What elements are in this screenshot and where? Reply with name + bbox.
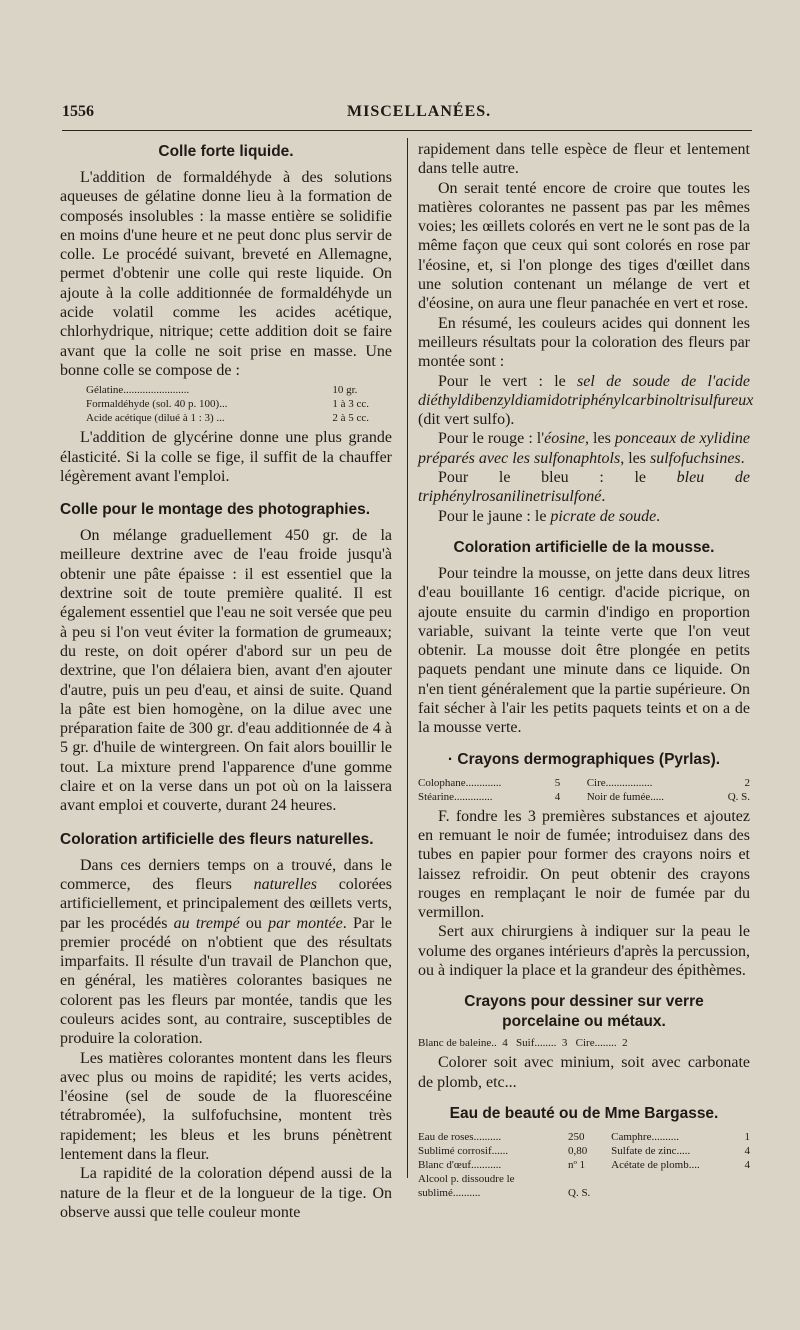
recipe-ingredient: Gélatine........................ xyxy=(86,384,190,397)
recipe-quantity: 4 xyxy=(744,1158,750,1171)
recipe-quantity: 0,80 xyxy=(568,1144,588,1157)
recipe-ingredient: Blanc d'œuf........... xyxy=(418,1158,502,1171)
page-header xyxy=(62,103,762,127)
recipe-ingredient: Cire................. xyxy=(586,776,653,789)
recipe-row xyxy=(418,790,750,804)
recipe-row xyxy=(418,1144,750,1158)
recipe-quantity: nº 1 xyxy=(568,1158,586,1171)
paragraph-jaune: Pour le jaune : le picrate de soude. xyxy=(438,507,661,525)
page-number: 1556 xyxy=(62,103,94,120)
recipe-ingredient: Formaldéhyde (sol. 40 p. 100)... xyxy=(86,398,228,411)
section-title-crayons-verre: Crayons pour dessiner sur verre porcelaine ou métaux. xyxy=(464,993,704,1031)
recipe-row xyxy=(60,397,392,411)
recipe-ingredient xyxy=(611,1172,742,1200)
paragraph-vert: Pour le vert : le sel de soude de l'acide diéthyldibenzyldiamidotriphénylcarbinoltrisulfureux (dit vert sulfo). xyxy=(418,372,754,429)
recipe-ingredient: Sulfate de zinc..... xyxy=(611,1144,691,1157)
recipe-ingredient: Camphre.......... xyxy=(611,1130,679,1143)
section-title-coloration-mousse: Coloration artificielle de la mousse. xyxy=(453,538,715,556)
recipe-quantity: Q. S. xyxy=(568,1186,591,1199)
recipe-table-crayons xyxy=(418,776,750,804)
recipe-quantity: 2 à 5 cc. xyxy=(332,412,370,425)
recipe-ingredient: Eau de roses.......... xyxy=(418,1130,502,1143)
recipe-ingredient: Acide acétique (dilué à 1 : 3) ... xyxy=(86,412,225,425)
recipe-quantity: 1 à 3 cc. xyxy=(332,398,370,411)
recipe-row xyxy=(418,776,750,790)
recipe-ingredient: Alcool p. dissoudre le sublimé.......... xyxy=(418,1172,515,1199)
recipe-row xyxy=(60,411,392,425)
recipe-table-eau-de-beaute xyxy=(418,1130,750,1200)
recipe-ingredient: Sublimé corrosif...... xyxy=(418,1144,509,1157)
paragraph: rapidement dans telle espèce de fleur et lentement dans telle autre. xyxy=(418,141,750,178)
column-divider xyxy=(407,138,408,1178)
paragraph: En résumé, les couleurs acides qui donnent les meilleurs résultats pour la coloration des fleurs par montée sont : xyxy=(418,314,750,371)
recipe-quantity xyxy=(742,1172,750,1200)
paragraph-rouge: Pour le rouge : l'éosine, les ponceaux de xylidine préparés avec les sulfonaphtols, les sulfofuchsines. xyxy=(418,430,750,467)
recipe-row xyxy=(418,1158,750,1172)
recipe-quantity: 5 xyxy=(554,776,561,789)
recipe-quantity: 10 gr. xyxy=(332,384,358,397)
recipe-ingredient: Noir de fumée..... xyxy=(586,790,664,803)
recipe-row xyxy=(418,1172,750,1200)
paragraph: Les matières colorantes montent dans les fleurs avec plus ou moins de rapidité; les verts acides, l'éosine (sel de soude de la fluorescéine tétrabromée), la sulfofuchsine, montent très rapidement; les bleus et les bruns pénètrent lentement dans la fleur. xyxy=(60,1049,392,1164)
left-column xyxy=(60,140,392,1222)
recipe-ingredient: Colophane............. xyxy=(418,776,502,789)
paragraph: On serait tenté encore de croire que toutes les matières colorantes ne passent pas par les mêmes voies; les œillets colorés en vert ne le sont pas de la même façon que ceux qui sont colorés en rose par l'éosine, et, si l'on plonge des tiges d'œillet dans une solution contenant un mélange de vert et d'éosine, on aura une fleur panachée en vert et rose. xyxy=(418,179,750,313)
right-column xyxy=(418,140,754,1203)
paragraph: La rapidité de la coloration dépend aussi de la nature de la fleur et de la longueur de la tige. On observe aussi que telle couleur monte xyxy=(60,1165,392,1221)
header-rule xyxy=(62,130,752,131)
recipe-ingredient: Stéarine.............. xyxy=(418,790,493,803)
recipe-table-colle xyxy=(60,383,392,425)
paragraph: Dans ces derniers temps on a trouvé, dans le commerce, des fleurs naturelles colorées artificiellement, et principalement des œillets verts, par les procédés au trempé ou par montée. Par le premier procédé on n'obtient que des résultats imparfaits. Il résulte d'un travail de Planchon que, en général, les matières colorantes basiques ne colorent pas les fleurs par montée, tandis que les couleurs acides sont, au contraire, susceptibles de produire la coloration. xyxy=(60,856,393,1048)
paragraph: L'addition de glycérine donne une plus grande élasticité. Si la colle se fige, il suffit de la chauffer légèrement avant l'emploi. xyxy=(60,429,392,485)
paragraph: Sert aux chirurgiens à indiquer sur la peau le volume des organes intérieurs d'après la percussion, ou à indiquer la place et la grandeur des épithèmes. xyxy=(418,923,750,979)
section-title-coloration-fleurs: Coloration artificielle des fleurs naturelles. xyxy=(60,830,374,848)
section-title-colle-photographies: Colle pour le montage des photographies. xyxy=(60,501,371,519)
recipe-line-crayons-verre: Blanc de baleine.. 4 Suif........ 3 Cire........ 2 xyxy=(418,1037,628,1050)
section-title-eau-de-beaute: Eau de beauté ou de Mme Bargasse. xyxy=(449,1104,719,1122)
paragraph: Pour teindre la mousse, on jette dans deux litres d'eau bouillante 16 centigr. d'acide picrique, on ajoute ensuite du carmin d'indigo en proportion variable, suivant la teinte verte que l'on veut obtenir. La mousse doit être plongée en petits paquets pendant une minute dans ce liquide. On n'en tient généralement que la partie supérieure. On fait sécher à l'air les petits paquets teints et on a de la mousse verte. xyxy=(418,564,750,737)
recipe-ingredient: Acétate de plomb.... xyxy=(611,1158,700,1171)
section-title-colle-forte: Colle forte liquide. xyxy=(158,143,294,160)
running-head: MISCELLANÉES. xyxy=(347,103,492,120)
paragraph: On mélange graduellement 450 gr. de la meilleure dextrine avec de l'eau froide jusqu'à obtenir une pâte épaisse : il est essentiel que la dextrine soit de toute première qualité. Il est également essentiel que l'eau ne soit versée que peu à peu si l'on veut éviter la formation de grumeaux; du reste, on doit opérer d'abord sur un peu de dextrine, que l'on délaiera bien, avant d'en ajouter d'autre, puis un peu d'eau, et ainsi de suite. Quand la pâte est bien homogène, on la dilue avec une préparation faite de 300 gr. d'eau additionnée de 4 à 5 gr. d'huile de wintergreen. On fait alors bouillir le tout. La mixture prend l'apparence d'une gomme claire et on la verse dans un pot où on la laissera avant emploi et couverte, durant 24 heures. xyxy=(60,527,392,815)
recipe-quantity: 4 xyxy=(554,790,561,803)
paragraph-bleu: Pour le bleu : le bleu de triphénylrosanilinetrisulfoné. xyxy=(418,469,750,506)
recipe-row xyxy=(60,383,392,397)
paragraph: L'addition de formaldéhyde à des solutions aqueuses de gélatine donne lieu à la formation de composés insolubles : la masse entière se solidifie en moins d'une heure et ne peut donc plus servir de colle. Le procédé suivant, breveté en Allemagne, permet d'obtenir une colle qui reste liquide. On ajoute à la colle additionnée de formaldéhyde un acide volatil comme les acides acétique, chlorhydrique, nitrique; cette addition doit se faire avant que la colle ne soit prise en masse. Une bonne colle se compose de : xyxy=(60,169,392,379)
recipe-quantity: 4 xyxy=(744,1144,750,1157)
recipe-quantity: 250 xyxy=(568,1130,585,1143)
paragraph: F. fondre les 3 premières substances et ajoutez en remuant le noir de fumée; introduisez dans des tubes en papier pour former des crayons noirs et laissez refroidir. On peut obtenir des crayons rouges en remplaçant le noir de fumée par du vermillon. xyxy=(418,807,750,922)
paragraph: Colorer soit avec minium, soit avec carbonate de plomb, etc... xyxy=(418,1054,750,1091)
recipe-quantity: Q. S. xyxy=(727,790,750,803)
section-title-crayons-dermographiques: · Crayons dermographiques (Pyrlas). xyxy=(447,750,721,768)
recipe-quantity: 2 xyxy=(744,776,750,789)
recipe-quantity: 1 xyxy=(744,1130,750,1143)
recipe-row xyxy=(418,1130,750,1144)
